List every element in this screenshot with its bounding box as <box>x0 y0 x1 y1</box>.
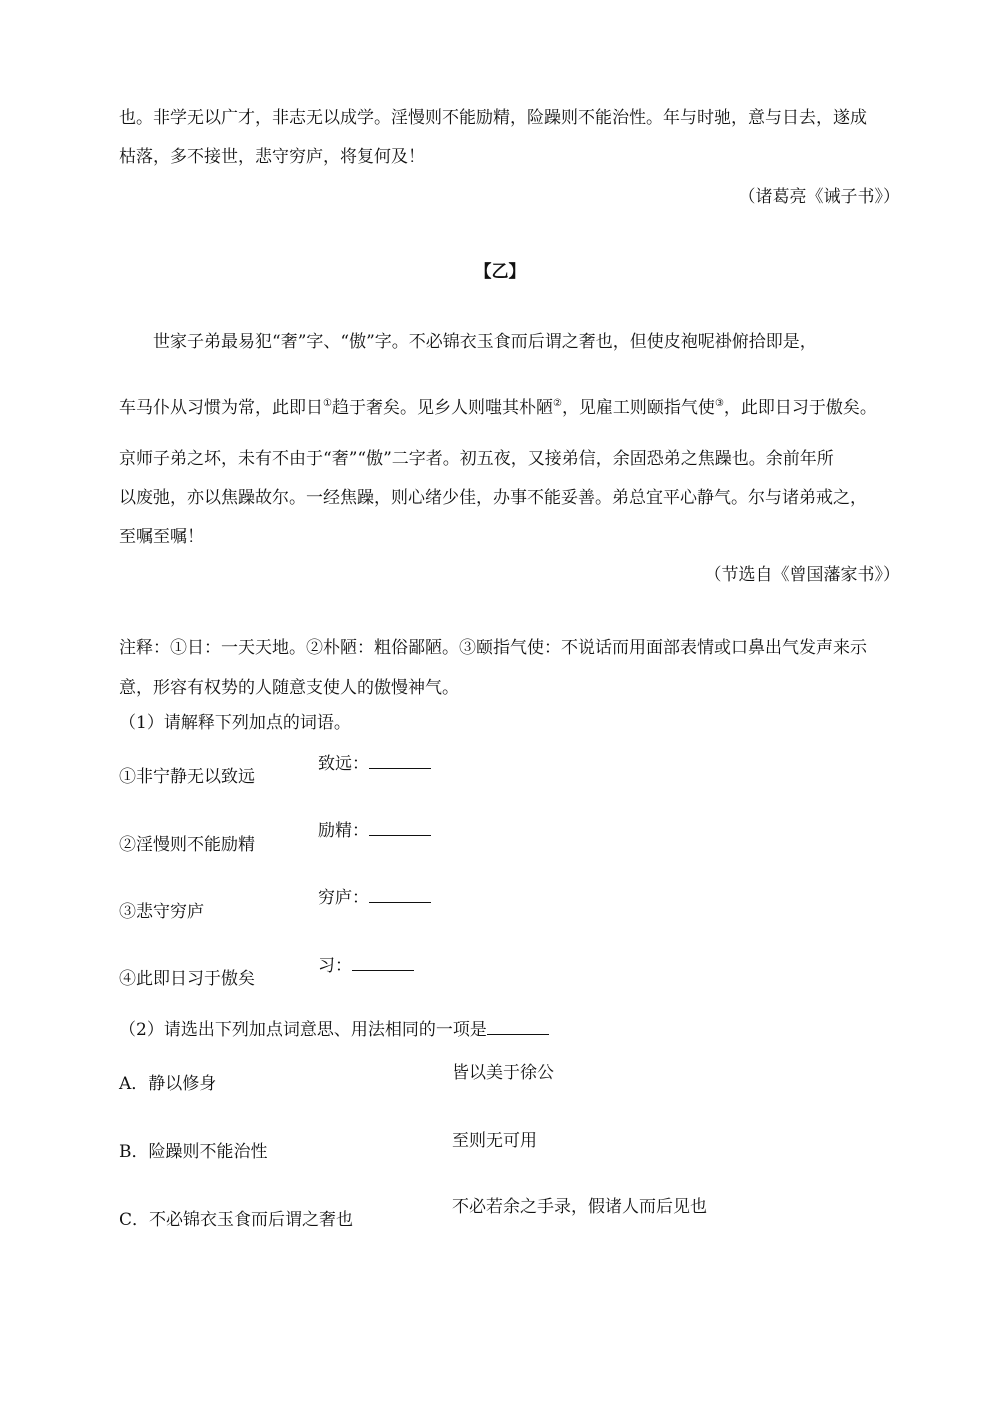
note-mark-1: ① <box>323 398 332 409</box>
q2-option-c-compare: 不必若余之手录，假诸人而后见也 <box>452 1197 707 1217</box>
q1-prompt: （1）请解释下列加点的词语。 <box>119 713 351 733</box>
notes-line-2: 意，形容有权势的人随意支使人的傲慢神气。 <box>119 678 459 698</box>
q1-answer-2: 励精： <box>318 820 431 842</box>
yi-line-3: 京师子弟之坏，未有不由于“奢”“傲”二字者。初五夜，又接弟信，余固恐弟之焦躁也。余前年所 <box>119 449 834 469</box>
q1-answer-3: 穷庐： <box>318 887 431 909</box>
yi-line-4: 以废弛，亦以焦躁故尔。一经焦躁，则心绪少佳，办事不能妥善。弟总宜平心静气。尔与诸弟戒之， <box>119 488 867 508</box>
q1-phrase-4: ④此即日习于傲矣 <box>119 969 255 989</box>
q1-answer-4: 习： <box>318 955 414 977</box>
jia-source: （诸葛亮《诫子书》） <box>738 187 900 207</box>
q1-phrase-3: ③悲守穷庐 <box>119 902 204 922</box>
answer-blank-2[interactable] <box>369 820 431 836</box>
q2-answer-blank[interactable] <box>487 1019 549 1035</box>
yi-source: （节选自《曾国藩家书》） <box>704 565 900 585</box>
jia-line-1: 也。非学无以广才，非志无以成学。淫慢则不能励精，险躁则不能治性。年与时驰，意与日去，遂成 <box>119 108 867 128</box>
q2-option-c: C．不必锦衣玉食而后谓之奢也 <box>119 1210 354 1230</box>
q1-phrase-1: ①非宁静无以致远 <box>119 767 255 787</box>
answer-blank-1[interactable] <box>369 753 431 769</box>
q1-phrase-2: ②淫慢则不能励精 <box>119 835 255 855</box>
notes-line-1: 注释：①日：一天天地。②朴陋：粗俗鄙陋。③颐指气使：不说话而用面部表情或口鼻出气发声来示 <box>119 638 867 658</box>
q2-option-b: B．险躁则不能治性 <box>119 1142 268 1162</box>
yi-line-1: 世家子弟最易犯“奢”字、“傲”字。不必锦衣玉食而后谓之奢也，但使皮袍呢褂俯拾即是， <box>153 332 817 352</box>
yi-line-2: 车马仆从习惯为常，此即日①趋于奢矣。见乡人则嗤其朴陋②，见雇工则颐指气使③，此即日习于傲矣。 <box>119 398 877 418</box>
q2-option-a-compare: 皆以美于徐公 <box>452 1063 554 1083</box>
answer-blank-4[interactable] <box>352 955 414 971</box>
q2-option-a: A．静以修身 <box>119 1074 217 1094</box>
q2-prompt: （2）请选出下列加点词意思、用法相同的一项是 <box>119 1019 549 1041</box>
yi-line-5: 至嘱至嘱！ <box>119 527 204 547</box>
yi-heading: 【乙】 <box>474 262 526 282</box>
note-mark-2: ② <box>552 398 562 409</box>
jia-line-2: 枯落，多不接世，悲守穷庐，将复何及！ <box>119 147 425 167</box>
q1-answer-1: 致远： <box>318 753 431 775</box>
note-mark-3: ③ <box>714 398 724 409</box>
answer-blank-3[interactable] <box>369 887 431 903</box>
q2-option-b-compare: 至则无可用 <box>452 1131 537 1151</box>
